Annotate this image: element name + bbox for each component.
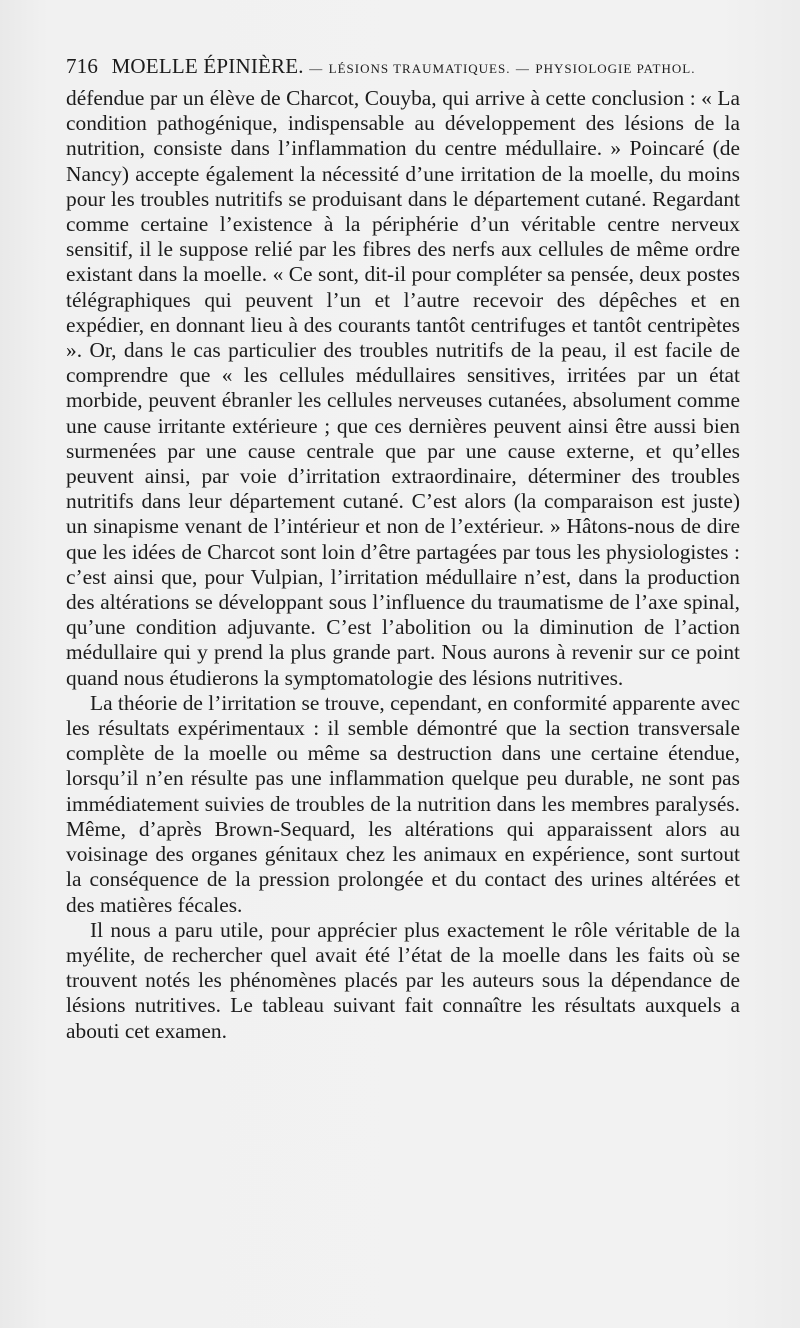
- running-header: [66, 54, 726, 79]
- header-dash-1: —: [309, 61, 324, 76]
- paragraph-3: Il nous a paru utile, pour apprécier plus exactement le rôle véritable de la myélite, de rechercher quel avait été l’état de la moelle dans les faits où se trouvent notés les phénomènes placés par les auteurs sous la dépendance de lésions nutritives. Le tableau suivant fait connaître les résultats auxquels a abouti cet examen.: [66, 917, 740, 1043]
- paragraph-1: défendue par un élève de Charcot, Couyba, qui arrive à cette conclusion : « La condition pathogénique, indispensable au développement des lésions de la nutrition, consiste dans l’inflammation du centre médullaire. » Poincaré (de Nancy) accepte également la nécessité d’une irritation de la moelle, du moins pour les troubles nutritifs se produisant dans le département cutané. Regardant comme certaine l’existence à la périphérie d’un véritable centre nerveux sensitif, il le suppose relié par les fibres des nerfs aux cellules de même ordre existant dans la moelle. « Ce sont, dit-il pour compléter sa pensée, deux postes télégraphiques qui peuvent l’un et l’autre recevoir des dépêches et en expédier, en donnant lieu à des courants tantôt centrifuges et tantôt centripètes ». Or, dans le cas particulier des troubles nutritifs de la peau, il est facile de comprendre que « les cellules médullaires sensitives, irritées par un état morbide, peuvent ébranler les cellules nerveuses cutanées, absolument comme une cause irritante extérieure ; que ces dernières peuvent ainsi être aussi bien surmenées par une cause centrale que par une cause externe, et qu’elles peuvent ainsi, par voie d’irritation extraordinaire, déterminer des troubles nutritifs dans leur département cutané. C’est alors (la comparaison est juste) un sinapisme venant de l’intérieur et non de l’extérieur. » Hâtons-nous de dire que les idées de Charcot sont loin d’être partagées par tous les physiologistes : c’est ainsi que, pour Vulpian, l’irritation médullaire n’est, dans la production des altérations se développant sous l’influence du traumatisme de l’axe spinal, qu’une condition adjuvante. C’est l’abolition ou la diminution de l’action médullaire qui y prend la plus grande part. Nous aurons à revenir sur ce point quand nous étudierons la symptomatologie des lésions nutritives.: [66, 86, 740, 690]
- main-text: [66, 86, 740, 1044]
- page-number: 716: [66, 54, 99, 78]
- header-section: LÉSIONS TRAUMATIQUES.: [328, 61, 511, 76]
- header-title: MOELLE ÉPINIÈRE.: [111, 54, 304, 78]
- header-dash-2: —: [515, 61, 530, 76]
- header-subsection: PHYSIOLOGIE PATHOL.: [535, 61, 696, 76]
- paragraph-2: La théorie de l’irritation se trouve, cependant, en conformité apparente avec les résultats expérimentaux : il semble démontré que la section transversale complète de la moelle ou même sa destruction dans une certaine étendue, lorsqu’il n’en résulte pas une inflammation quelque peu durable, ne sont pas immédiatement suivies de troubles de la nutrition dans les membres paralysés. Même, d’après Brown-Sequard, les altérations qui apparaissent alors au voisinage des organes génitaux chez les animaux en expérience, sont surtout la conséquence de la pression prolongée et du contact des urines altérées et des matières fécales.: [66, 690, 740, 917]
